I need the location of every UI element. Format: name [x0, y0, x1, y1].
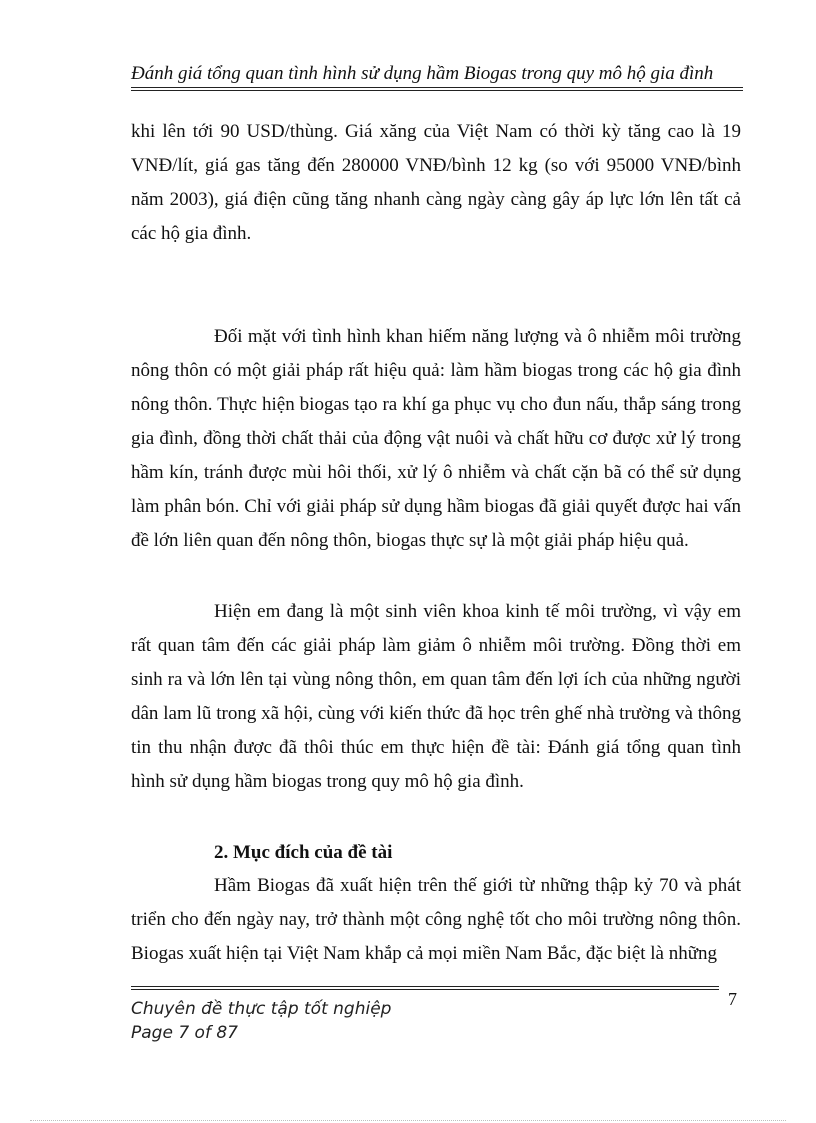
paragraph-1: khi lên tới 90 USD/thùng. Giá xăng của Việt Nam có thời kỳ tăng cao là 19 VNĐ/lít, giá gas tăng đến 280000 VNĐ/bình 12 kg (so với 95000 VNĐ/bình năm 2003), giá điện cũng tăng nhanh càng ngày càng gây áp lực lớn lên tất cả các hộ gia đình. — [131, 121, 741, 244]
header-rule-bottom — [131, 90, 743, 91]
footer-rule-bottom — [131, 989, 719, 990]
page-bottom-dotted-border — [30, 1120, 786, 1121]
paragraph-2: Đối mặt với tình hình khan hiếm năng lượng và ô nhiễm môi trường nông thôn có một giải pháp rất hiệu quả: làm hầm biogas trong các hộ gia đình nông thôn. Thực hiện biogas tạo ra khí ga phục vụ cho đun nấu, thắp sáng trong gia đình, đồng thời chất thải của động vật nuôi và chất hữu cơ được xử lý trong hầm kín, tránh được mùi hôi thối, xử lý ô nhiễm và chất cặn bã có thể sử dụng làm phân bón. Chỉ với giải pháp sử dụng hầm biogas đã giải quyết được hai vấn đề lớn liên quan đến nông thôn, biogas thực sự là một giải pháp hiệu quả. — [131, 326, 741, 551]
footer-label: Chuyên đề thực tập tốt nghiệp — [131, 999, 392, 1019]
paragraph-4: Hầm Biogas đã xuất hiện trên thế giới từ những thập kỷ 70 và phát triển cho đến ngày nay, trở thành một công nghệ tốt cho môi trường nông thôn. Biogas xuất hiện tại Việt Nam khắp cả mọi miền Nam Bắc, đặc biệt là những — [131, 875, 741, 964]
paragraph-3: Hiện em đang là một sinh viên khoa kinh tế môi trường, vì vậy em rất quan tâm đến các giải pháp làm giảm ô nhiễm môi trường. Đồng thời em sinh ra và lớn lên tại vùng nông thôn, em quan tâm đến lợi ích của những người dân lam lũ trong xã hội, cùng với kiến thức đã học trên ghế nhà trường và thông tin thu nhận được đã thôi thúc em thực hiện đề tài: Đánh giá tổng quan tình hình sử dụng hầm biogas trong quy mô hộ gia đình. — [131, 601, 741, 792]
body-block-3 — [131, 595, 741, 799]
header-rule-top — [131, 87, 743, 88]
footer-rule-top — [131, 986, 719, 987]
footer-page-of: Page 7 of 87 — [131, 1023, 238, 1043]
body-block-1 — [131, 115, 741, 251]
body-block-2 — [131, 320, 741, 558]
body-block-4 — [131, 869, 741, 971]
section-heading: 2. Mục đích của đề tài — [214, 842, 393, 863]
page-number: 7 — [728, 989, 737, 1009]
page-header-title: Đánh giá tổng quan tình hình sử dụng hầm Biogas trong quy mô hộ gia đình — [131, 63, 714, 84]
